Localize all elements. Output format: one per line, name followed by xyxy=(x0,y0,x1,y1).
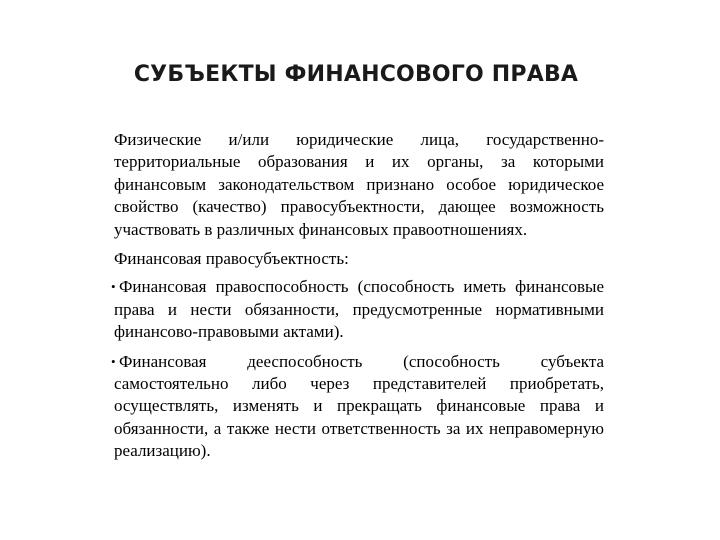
bullet-marker: • xyxy=(111,353,116,369)
bullet-item-legal-competence xyxy=(111,351,604,463)
subheading: Финансовая правосубъектность: xyxy=(114,249,349,269)
bullet-marker: • xyxy=(111,279,116,295)
bullet-item-legal-capacity xyxy=(111,276,604,343)
bullet-text-legal-competence: Финансовая дееспособность (способность субъекта самостоятельно либо через представителей приобретать, осуществлять, изменять и прекращать финансовые права и обязанности, а также нести ответственность за их неправомерную реализацию). xyxy=(114,351,604,461)
definition-paragraph: Физические и/или юридические лица, государственно-территориальные образования и их органы, за которыми финансовым законодательством признано особое юридическое свойство (качество) правосубъектности, дающее возможность участвовать в различных финансовых правоотношениях. xyxy=(114,130,604,239)
slide-body xyxy=(111,129,604,470)
slide-title: СУБЪЕКТЫ ФИНАНСОВОГО ПРАВА xyxy=(133,62,579,87)
bullet-text-legal-capacity: Финансовая правоспособность (способность иметь финансовые права и нести обязанности, предусмотренные нормативными финансово-правовыми актами). xyxy=(114,277,604,342)
